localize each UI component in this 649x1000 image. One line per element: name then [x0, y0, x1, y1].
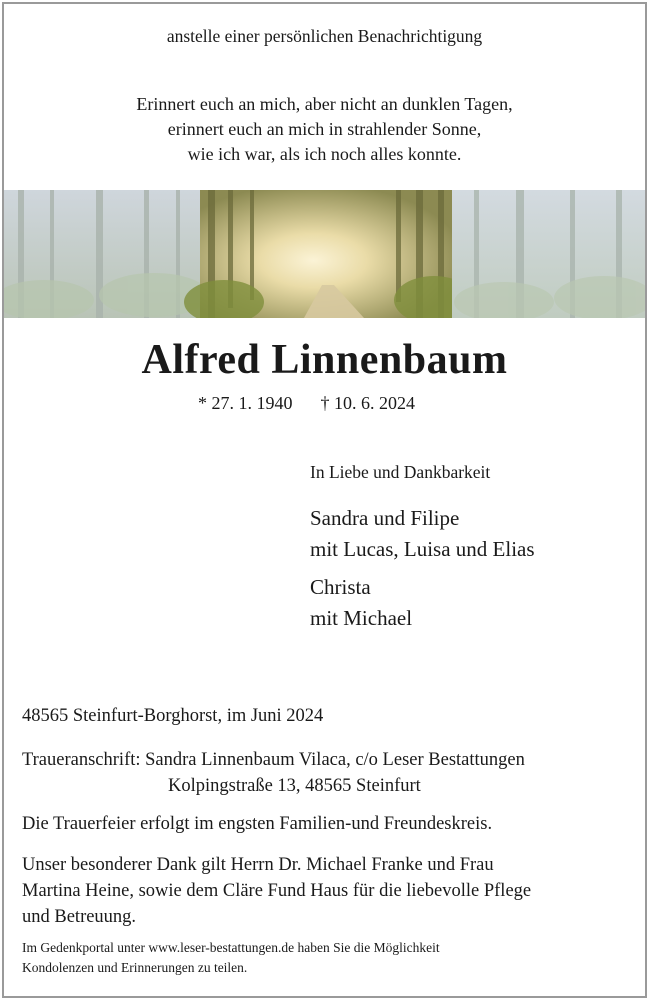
- mourning-address: Traueranschrift: Sandra Linnenbaum Vilaca, c/o Leser Bestattungen: [22, 750, 525, 770]
- place-date: 48565 Steinfurt-Borghorst, im Juni 2024: [22, 706, 324, 726]
- family-line: Sandra und Filipe: [310, 506, 460, 530]
- life-dates: [198, 393, 415, 414]
- thanks-note: [22, 852, 531, 930]
- mourning-address-street: Kolpingstraße 13, 48565 Steinfurt: [168, 776, 421, 796]
- forest-banner-image: [4, 190, 645, 318]
- birth-date: * 27. 1. 1940: [198, 393, 293, 413]
- intro-line: anstelle einer persönlichen Benachrichtigung: [166, 26, 483, 46]
- thanks-line: Martina Heine, sowie dem Cläre Fund Haus für die liebevolle Pflege: [22, 881, 532, 901]
- portal-note: [22, 938, 440, 978]
- portal-line: Kondolenzen und Erinnerungen zu teilen.: [22, 960, 248, 975]
- deceased-name: Alfred Linnenbaum: [141, 337, 508, 383]
- portal-line: Im Gedenkportal unter www.leser-bestattungen.de haben Sie die Möglichkeit: [22, 940, 440, 955]
- poem-line: wie ich war, als ich noch alles konnte.: [187, 144, 462, 164]
- family-line: Christa: [310, 575, 371, 599]
- dedication: In Liebe und Dankbarkeit: [310, 462, 491, 482]
- poem-line: Erinnert euch an mich, aber nicht an dunklen Tagen,: [136, 94, 513, 114]
- family-line: mit Michael: [310, 606, 413, 630]
- family-line: mit Lucas, Luisa und Elias: [310, 537, 535, 561]
- death-date: † 10. 6. 2024: [320, 393, 415, 413]
- thanks-line: und Betreuung.: [22, 907, 137, 927]
- ceremony-note: Die Trauerfeier erfolgt im engsten Familien-und Freundeskreis.: [22, 814, 493, 834]
- thanks-line: Unser besonderer Dank gilt Herrn Dr. Michael Franke und Frau: [22, 855, 494, 875]
- poem-line: erinnert euch an mich in strahlender Sonne,: [167, 119, 482, 139]
- poem: [0, 92, 649, 167]
